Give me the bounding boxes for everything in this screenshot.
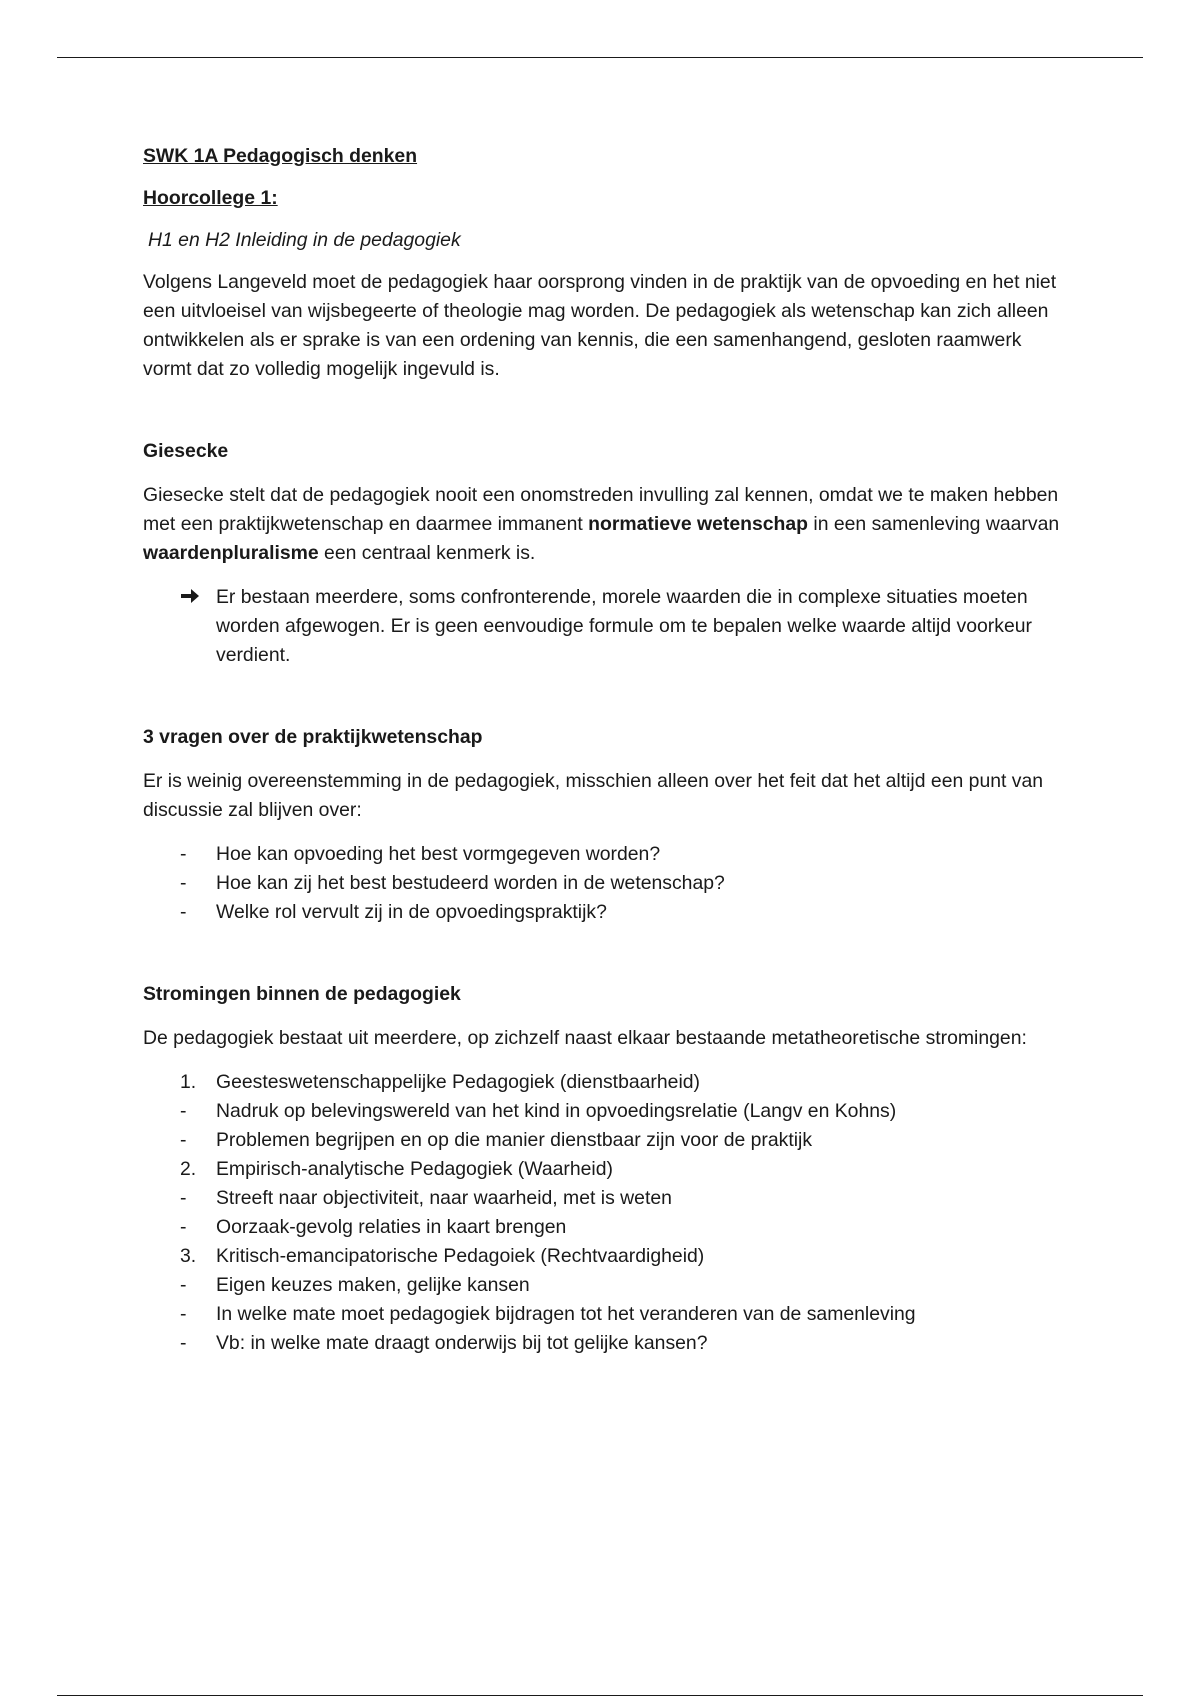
list-item	[180, 1155, 1073, 1184]
list-item-text: Problemen begrijpen en op die manier dienstbaar zijn voor de praktijk	[216, 1129, 813, 1151]
list-marker: -	[180, 901, 187, 923]
giesecke-paragraph	[143, 481, 1073, 568]
list-item-text: Kritisch-emancipatorische Pedagoiek (Rechtvaardigheid)	[216, 1245, 705, 1267]
list-item-text: Hoe kan opvoeding het best vormgegeven worden?	[216, 843, 661, 865]
list-item	[180, 1184, 1073, 1213]
arrow-list-item	[216, 583, 1073, 670]
document-body	[143, 142, 1073, 1358]
list-marker: -	[180, 1332, 187, 1354]
list-marker: -	[180, 1274, 187, 1296]
list-item	[180, 1126, 1073, 1155]
list-marker: -	[180, 1216, 187, 1238]
list-marker: -	[180, 872, 187, 894]
list-item-text: Hoe kan zij het best bestudeerd worden in de wetenschap?	[216, 872, 725, 894]
vragen-list	[143, 840, 1073, 927]
list-item	[180, 1097, 1073, 1126]
list-marker: -	[180, 1129, 187, 1151]
arrow-right-icon	[180, 583, 204, 612]
bold-term-normatieve: normatieve wetenschap	[588, 513, 808, 535]
chapter-heading: H1 en H2 Inleiding in de pedagogiek	[148, 229, 461, 251]
list-item	[180, 1329, 1073, 1358]
intro-paragraph: Volgens Langeveld moet de pedagogiek haar oorsprong vinden in de praktijk van de opvoeding en het niet een uitvloeisel van wijsbegeerte of theologie mag worden. De pedagogiek als wetenschap kan zich alleen ontwikkelen als er sprake is van een ordening van kennis, die een samenhangend, gesloten raamwerk vormt dat zo volledig mogelijk ingevuld is.	[143, 271, 1057, 380]
section-heading-stromingen: Stromingen binnen de pedagogiek	[143, 983, 461, 1005]
list-marker: -	[180, 843, 187, 865]
giesecke-arrow-list	[143, 583, 1073, 670]
document-title: SWK 1A Pedagogisch denken	[143, 145, 418, 167]
list-marker: -	[180, 1187, 187, 1209]
list-item-text: Welke rol vervult zij in de opvoedingspraktijk?	[216, 901, 607, 923]
list-item	[180, 1271, 1073, 1300]
list-marker: 3.	[180, 1245, 197, 1267]
list-item-text: Nadruk op belevingswereld van het kind in opvoedingsrelatie (Langv en Kohns)	[216, 1100, 897, 1122]
list-item	[180, 1068, 1073, 1097]
list-item-text: Oorzaak-gevolg relaties in kaart brengen	[216, 1216, 567, 1238]
arrow-point-text: Er bestaan meerdere, soms confronterende, morele waarden die in complexe situaties moeten worden afgewogen. Er is geen eenvoudige formule om te bepalen welke waarde altijd voorkeur verdient.	[216, 586, 1032, 666]
giesecke-text-3: een centraal kenmerk is.	[318, 542, 536, 564]
list-item	[180, 1242, 1073, 1271]
giesecke-text-2: in een samenleving waarvan	[808, 513, 1060, 535]
bold-term-waardenpluralisme: waardenpluralisme	[143, 542, 319, 564]
list-item-text: Eigen keuzes maken, gelijke kansen	[216, 1274, 530, 1296]
header-rule	[57, 57, 1143, 58]
list-item	[180, 898, 1073, 927]
section-heading-vragen: 3 vragen over de praktijkwetenschap	[143, 726, 483, 748]
stromingen-list	[143, 1068, 1073, 1358]
list-marker: -	[180, 1303, 187, 1325]
list-item	[180, 1300, 1073, 1329]
footer-rule	[57, 1695, 1143, 1696]
list-item-text: In welke mate moet pedagogiek bijdragen tot het veranderen van de samenleving	[216, 1303, 916, 1325]
list-item	[180, 840, 1073, 869]
list-item-text: Vb: in welke mate draagt onderwijs bij tot gelijke kansen?	[216, 1332, 708, 1354]
vragen-intro: Er is weinig overeenstemming in de pedagogiek, misschien alleen over het feit dat het altijd een punt van discussie zal blijven over:	[143, 770, 1044, 821]
stromingen-intro: De pedagogiek bestaat uit meerdere, op zichzelf naast elkaar bestaande metatheoretische stromingen:	[143, 1027, 1027, 1049]
list-marker: 1.	[180, 1071, 197, 1093]
list-item	[180, 869, 1073, 898]
list-item-text: Geesteswetenschappelijke Pedagogiek (dienstbaarheid)	[216, 1071, 700, 1093]
lecture-heading: Hoorcollege 1:	[143, 187, 278, 209]
list-marker: -	[180, 1100, 187, 1122]
list-item	[180, 1213, 1073, 1242]
list-item-text: Empirisch-analytische Pedagogiek (Waarheid)	[216, 1158, 613, 1180]
giesecke-text-1: Giesecke stelt dat de pedagogiek nooit een onomstreden invulling zal kennen, omdat we te maken hebben met een praktijkwetenschap en daarmee immanent	[143, 484, 1059, 535]
section-heading-giesecke: Giesecke	[143, 440, 229, 462]
list-item-text: Streeft naar objectiviteit, naar waarheid, met is weten	[216, 1187, 672, 1209]
list-marker: 2.	[180, 1158, 197, 1180]
